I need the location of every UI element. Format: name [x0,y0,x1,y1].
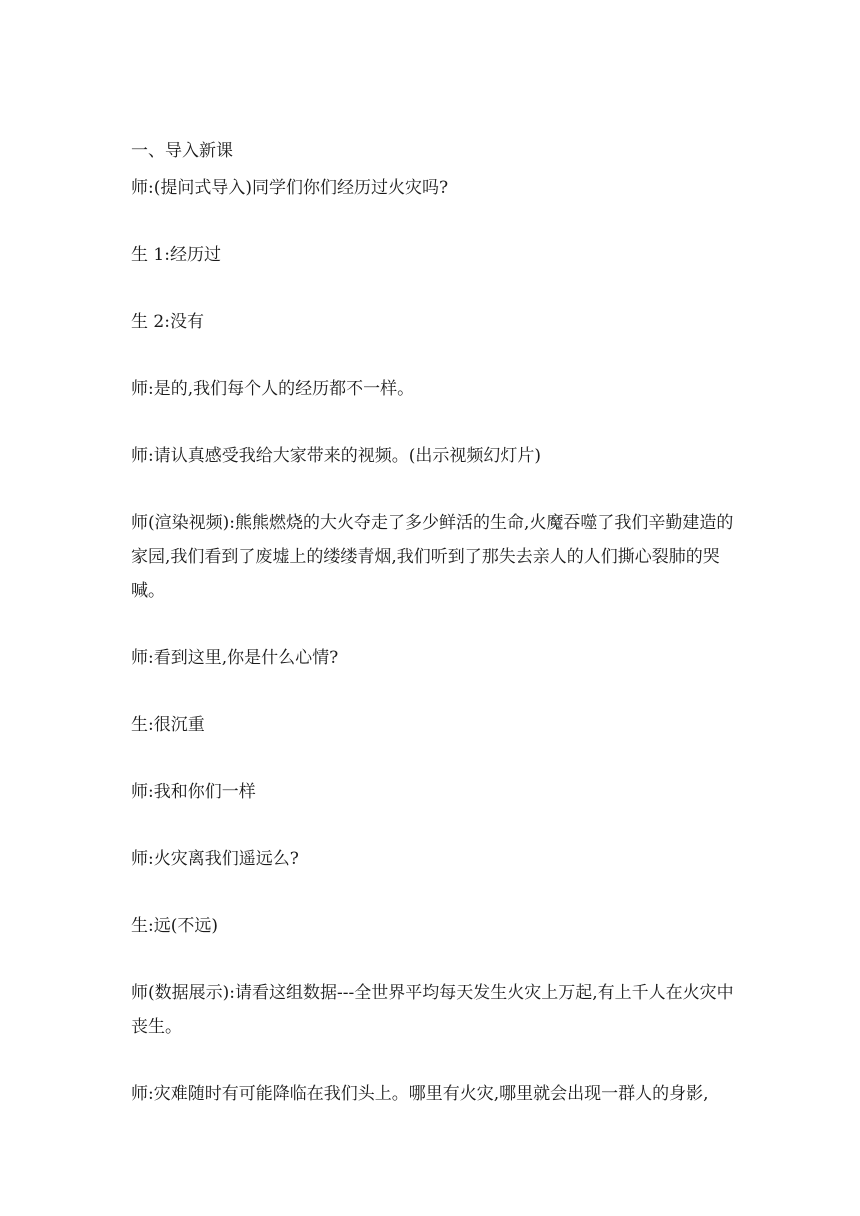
paragraph-teacher-reply: 师:是的,我们每个人的经历都不一样。 [131,379,415,399]
paragraph-teacher-agree: 师:我和你们一样 [131,782,256,802]
paragraph-student-1: 生 1:经历过 [131,245,221,265]
paragraph-teacher-distance: 师:火灾离我们遥远么? [131,849,299,869]
paragraph-student-feeling: 生:很沉重 [131,715,205,735]
paragraph-teacher-feeling: 师:看到这里,你是什么心情? [131,648,339,668]
paragraph-student-2: 生 2:没有 [131,312,204,332]
paragraph-teacher-question: 师:(提问式导入)同学们你们经历过火灾吗? [131,178,449,198]
paragraph-teacher-narration: 师(渲染视频):熊熊燃烧的大火夺走了多少鲜活的生命,火魔吞噬了我们辛勤建造的家园,我们看到了废墟上的缕缕青烟,我们听到了那失去亲人的人们撕心裂肺的哭喊。 [131,513,734,601]
paragraph-teacher-video: 师:请认真感受我给大家带来的视频。(出示视频幻灯片) [131,446,541,466]
paragraph-teacher-data: 师(数据展示):请看这组数据---全世界平均每天发生火灾上万起,有上千人在火灾中丧生。 [131,983,734,1037]
document-body [131,138,741,1111]
paragraph-teacher-disaster: 师:灾难随时有可能降临在我们头上。哪里有火灾,哪里就会出现一群人的身影, [131,1084,709,1104]
paragraph-student-distance: 生:远(不远) [131,916,218,936]
section-heading: 一、导入新课 [131,141,233,161]
